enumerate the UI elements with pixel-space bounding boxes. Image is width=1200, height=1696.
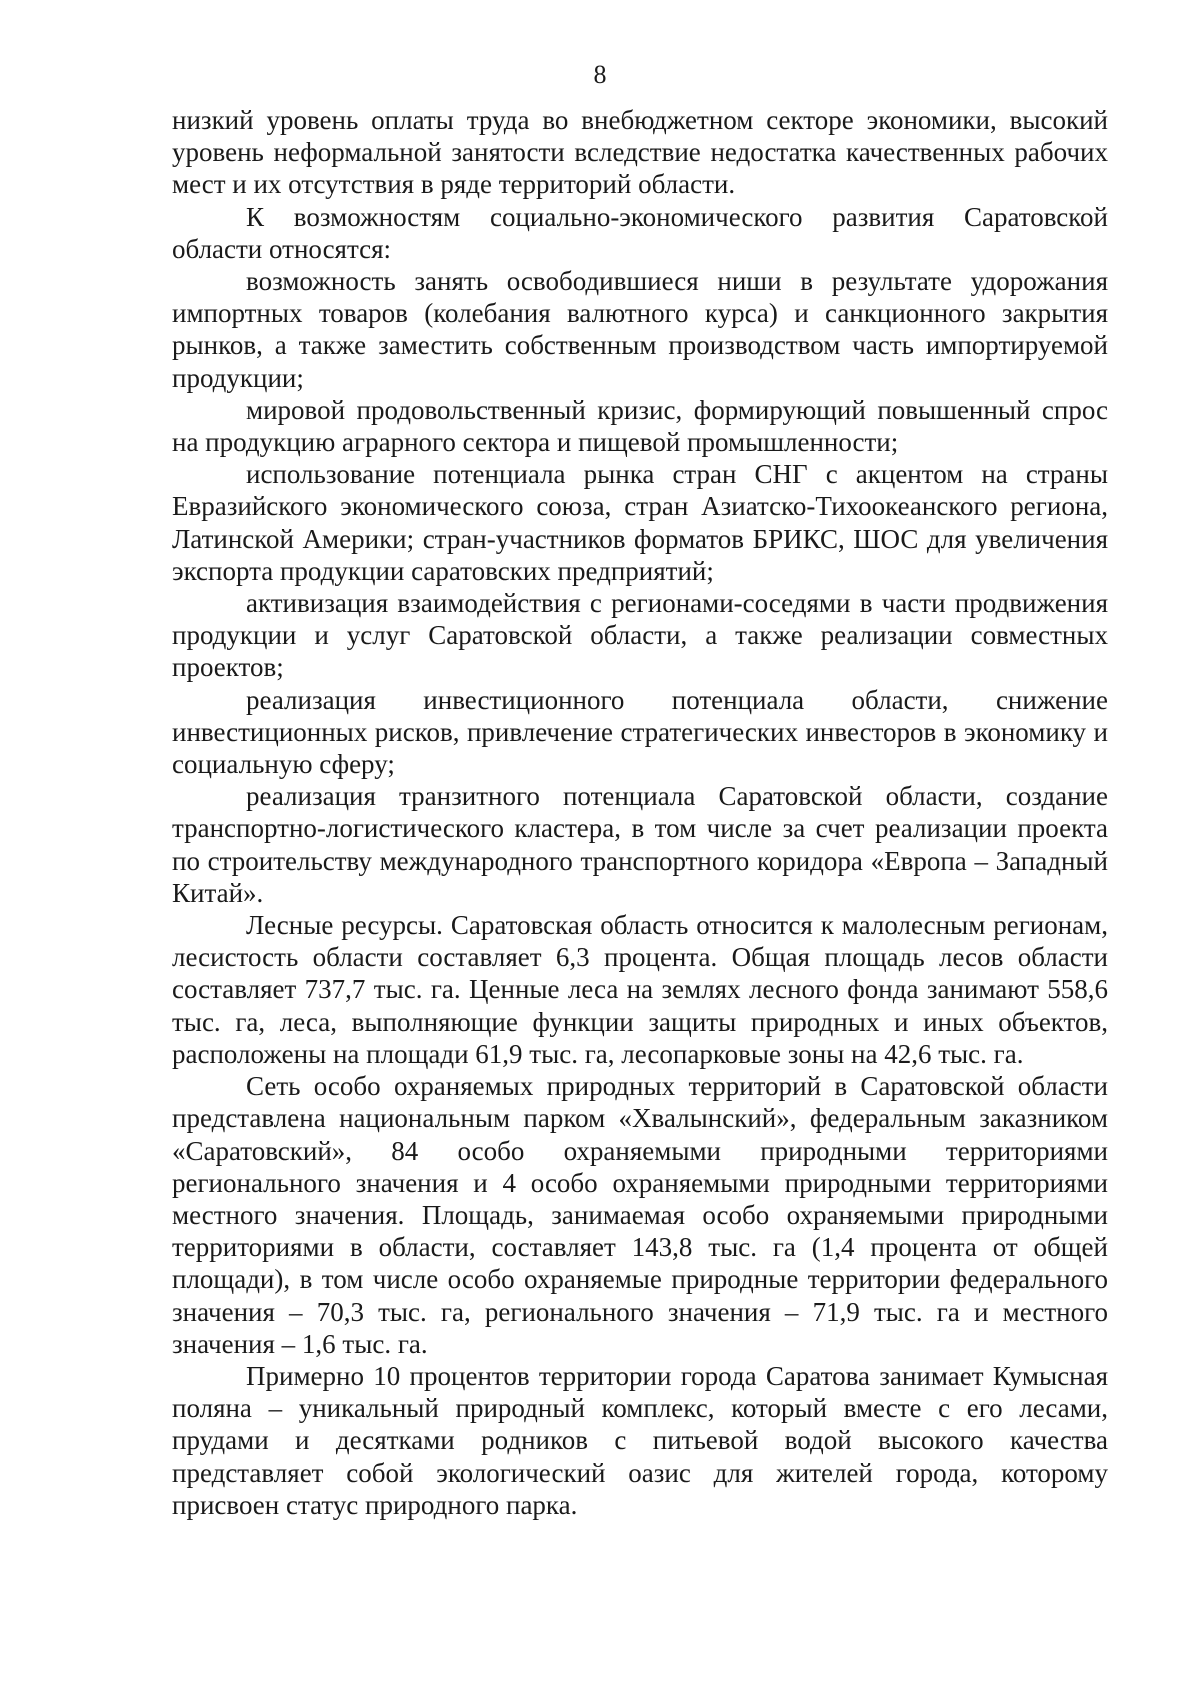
paragraph-investment-potential: реализация инвестиционного потенциала области, снижение инвестиционных рисков, привлечение стратегических инвесторов в экономику и социальную сферу;: [172, 684, 1108, 780]
paragraph-cis-markets: использование потенциала рынка стран СНГ с акцентом на страны Евразийского экономического союза, стран Азиатско-Тихоокеанского региона, Латинской Америки; стран-участников форматов БРИКС, ШОС для увеличения экспорта продукции саратовских предприятий;: [172, 459, 1108, 586]
paragraph-food-crisis: мировой продовольственный кризис, формирующий повышенный спрос на продукцию аграрного сектора и пищевой промышленности;: [172, 394, 1108, 458]
page-number: 8: [593, 60, 607, 89]
paragraph-opportunities-intro: К возможностям социально-экономического развития Саратовской области относятся:: [172, 201, 1108, 264]
paragraph-forest-resources: Лесные ресурсы. Саратовская область относится к малолесным регионам, лесистость области составляет 6,3 процента. Общая площадь лесов области составляет 737,7 тыс. га. Ценные леса на землях лесного фонда занимают 558,6 тыс. га, леса, выполняющие функции защиты природных и иных объектов, расположены на площади 61,9 тыс. га, лесопарковые зоны на 42,6 тыс. га.: [172, 910, 1108, 1069]
paragraph-import-substitution: возможность занять освободившиеся ниши в результате удорожания импортных товаров (колебания валютного курса) и санкционного закрытия рынков, а также заместить собственным производством часть импортируемой продукции;: [172, 266, 1108, 393]
paragraph-neighbor-regions: активизация взаимодействия с регионами-соседями в части продвижения продукции и услуг Саратовской области, а также реализации совместных проектов;: [172, 588, 1108, 683]
paragraph-transit-potential: реализация транзитного потенциала Саратовской области, создание транспортно-логистического кластера, в том числе за счет реализации проекта по строительству международного транспортного коридора «Европа – Западный Китай».: [172, 781, 1108, 908]
paragraph-low-wages: низкий уровень оплаты труда во внебюджетном секторе экономики, высокий уровень неформальной занятости вследствие недостатка качественных рабочих мест и их отсутствия в ряде территорий области.: [172, 105, 1108, 200]
paragraph-kumysnaya-polyana: Примерно 10 процентов территории города Саратова занимает Кумысная поляна – уникальный природный комплекс, который вместе с его лесами, прудами и десятками родников с питьевой водой высокого качества представляет собой экологический оазис для жителей города, которому присвоен статус природного парка.: [172, 1360, 1108, 1520]
paragraph-protected-areas: Сеть особо охраняемых природных территорий в Саратовской области представлена национальным парком «Хвалынский», федеральным заказником «Саратовский», 84 особо охраняемыми природными территориями регионального значения и 4 особо охраняемыми природными территориями местного значения. Площадь, занимаемая особо охраняемыми природными территориями в области, составляет 143,8 тыс. га (1,4 процента от общей площади), в том числе особо охраняемые природные территории федерального значения – 70,3 тыс. га, регионального значения – 71,9 тыс. га и местного значения – 1,6 тыс. га.: [172, 1071, 1108, 1359]
document-body: [172, 104, 1108, 1521]
